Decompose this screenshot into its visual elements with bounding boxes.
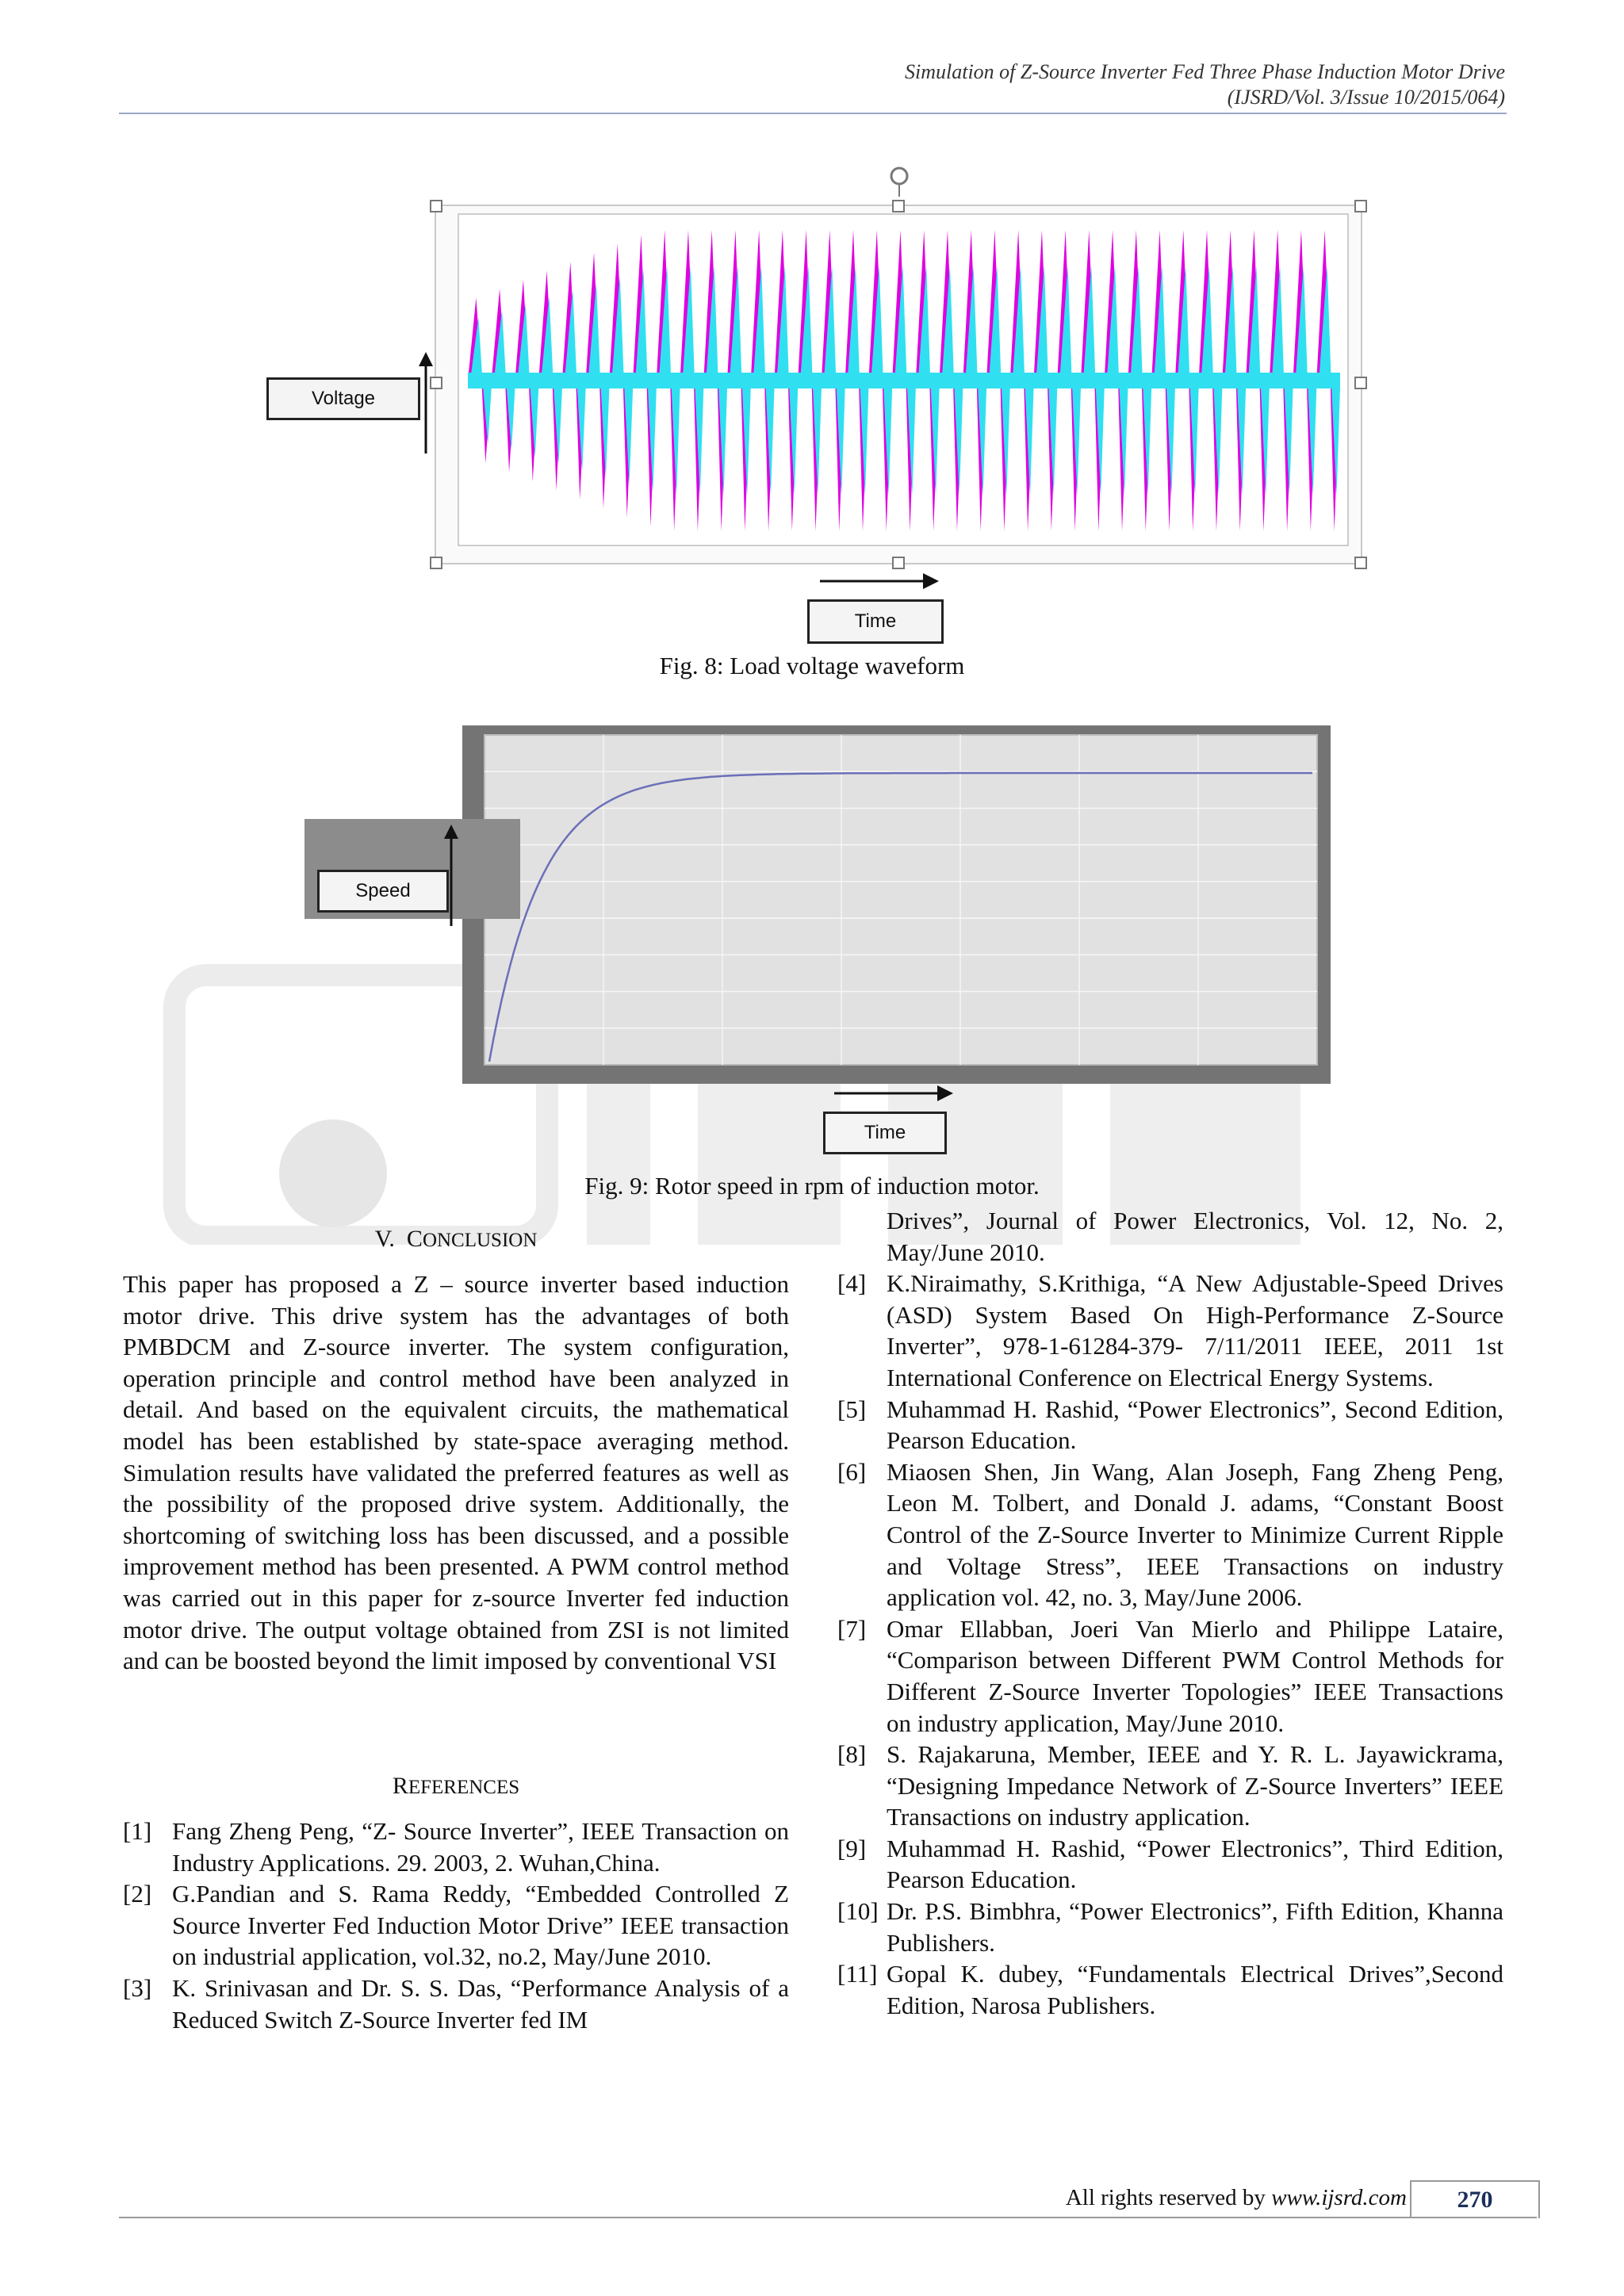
footer-site-link[interactable]: www.ijsrd.com (1271, 2185, 1407, 2210)
references-left-column (123, 1816, 789, 2035)
rotate-handle-icon (887, 165, 912, 197)
conclusion-paragraph: This paper has proposed a Z – source inverter based induction motor drive. This drive system has the advantages of both PMBDCM and Z-source inverter. The system configuration, operation principle and control method have been analyzed in detail. And based on the equivalent circuits, the mathematical model has been established by state-space averaging method. Simulation results have validated the preferred features as well as the possibility of the proposed drive system. Additionally, the shortcoming of switching loss has been discussed, and a possible improvement method has been presented. A PWM control method was carried out in this paper for z-source Inverter fed induction motor drive. The output voltage obtained from ZSI is not limited and can be boosted beyond the limit imposed by conventional VSI (123, 1270, 789, 1675)
reference-number: [8] (837, 1740, 867, 1769)
reference-text: S. Rajakaruna, Member, IEEE and Y. R. L. Jayawickrama, “Designing Impedance Network of Z-Source Inverters” IEEE Transactions on industry application. (887, 1740, 1503, 1831)
up-arrow-icon (416, 352, 436, 455)
reference-item (837, 1958, 1503, 2021)
speed-axis-label: Speed (317, 870, 449, 913)
reference-item (123, 1816, 789, 1878)
reference-number: [3] (123, 1973, 152, 2002)
reference-text: K. Srinivasan and Dr. S. S. Das, “Performance Analysis of a Reduced Switch Z-Source Inverter fed IM (172, 1973, 789, 2034)
reference-item (123, 1878, 789, 1973)
up-arrow-icon (441, 825, 462, 928)
references-right-column (837, 1205, 1503, 2021)
references-title-rest: EFERENCES (408, 1777, 520, 1798)
figure-8-load-voltage (435, 205, 1362, 564)
reference-number: [10] (837, 1897, 879, 1926)
time-axis-label-fig8: Time (807, 599, 944, 644)
figure-8-caption: Fig. 8: Load voltage waveform (659, 652, 965, 679)
reference-number: [5] (837, 1395, 867, 1423)
reference-text: Miaosen Shen, Jin Wang, Alan Joseph, Fang Zheng Peng, Leon M. Tolbert, and Donald J. adams, “Constant Boost Control of the Z-Source Inverter to Minimize Current Ripple and Voltage Stress”, IEEE Transactions on industry application vol. 42, no. 3, May/June 2006. (887, 1457, 1503, 1612)
conclusion-title-rest: ONCLUSION (422, 1230, 538, 1251)
reference-number: [2] (123, 1880, 152, 1908)
reference-text: Muhammad H. Rashid, “Power Electronics”, Second Edition, Pearson Education. (887, 1395, 1503, 1455)
reference-item (123, 1973, 789, 2035)
right-arrow-icon (834, 1081, 953, 1105)
reference-number: [11] (837, 1960, 878, 1988)
reference-3-continuation: Drives”, Journal of Power Electronics, Vol. 12, No. 2, May/June 2010. (887, 1207, 1503, 1266)
footer-rule (119, 2217, 1537, 2218)
figure-9-rotor-speed (462, 725, 1331, 1084)
reference-number: [6] (837, 1457, 867, 1486)
load-voltage-waveform-plot (436, 206, 1361, 563)
reference-number: [4] (837, 1269, 867, 1298)
time-axis-label-fig9: Time (823, 1112, 947, 1154)
reference-item (837, 1456, 1503, 1613)
conclusion-number: V. (374, 1226, 395, 1252)
reference-number: [1] (123, 1817, 152, 1845)
reference-item (837, 1739, 1503, 1833)
conclusion-heading (123, 1226, 789, 1253)
page-number: 270 (1410, 2180, 1540, 2218)
reference-text: Gopal K. dubey, “Fundamentals Electrical Drives”,Second Edition, Narosa Publishers. (887, 1960, 1503, 2019)
reference-text: Omar Ellabban, Joeri Van Mierlo and Philippe Lataire, “Comparison between Different PWM Control Methods for Different Z-Source Inverter Topologies” IEEE Transactions on industry application, May/June 2010. (887, 1614, 1503, 1737)
reference-item (837, 1833, 1503, 1896)
reference-number: [9] (837, 1834, 867, 1862)
reference-item (837, 1896, 1503, 1958)
reference-item (837, 1613, 1503, 1739)
references-heading (123, 1773, 789, 1800)
right-arrow-icon (820, 569, 939, 593)
reference-text: Dr. P.S. Bimbhra, “Power Electronics”, Fifth Edition, Khanna Publishers. (887, 1897, 1503, 1957)
reference-number: [7] (837, 1614, 867, 1643)
reference-text: G.Pandian and S. Rama Reddy, “Embedded Controlled Z Source Inverter Fed Induction Motor Drive” IEEE transaction on industrial application, vol.32, no.2, May/June 2010. (172, 1880, 789, 1971)
reference-item (837, 1394, 1503, 1456)
conclusion-body (123, 1269, 789, 1677)
voltage-center-band (468, 373, 1340, 388)
footer-rights (1066, 2185, 1407, 2211)
reference-item (837, 1268, 1503, 1393)
references-title-initial: R (392, 1773, 408, 1799)
conclusion-title-initial: C (406, 1226, 423, 1252)
figure-9-caption: Fig. 9: Rotor speed in rpm of induction motor. (584, 1172, 1040, 1200)
reference-text: Fang Zheng Peng, “Z- Source Inverter”, IEEE Transaction on Industry Applications. 29. 2003, 2. Wuhan,China. (172, 1817, 789, 1877)
reference-text: K.Niraimathy, S.Krithiga, “A New Adjustable-Speed Drives (ASD) System Based On High-Performance Z-Source Inverter”, 978-1-61284-379- 7/11/2011 IEEE, 2011 1st International Conference on Electrical Energy Systems. (887, 1269, 1503, 1391)
running-header-title: Simulation of Z-Source Inverter Fed Three Phase Induction Motor Drive (905, 60, 1505, 83)
running-header-issue: (IJSRD/Vol. 3/Issue 10/2015/064) (1227, 86, 1505, 109)
voltage-axis-label: Voltage (266, 377, 420, 420)
rotor-speed-plot (462, 725, 1331, 1084)
header-rule (119, 113, 1507, 114)
reference-continuation (837, 1205, 1503, 1268)
footer-prefix: All rights reserved by (1065, 2185, 1266, 2210)
reference-text: Muhammad H. Rashid, “Power Electronics”, Third Edition, Pearson Education. (887, 1834, 1503, 1894)
